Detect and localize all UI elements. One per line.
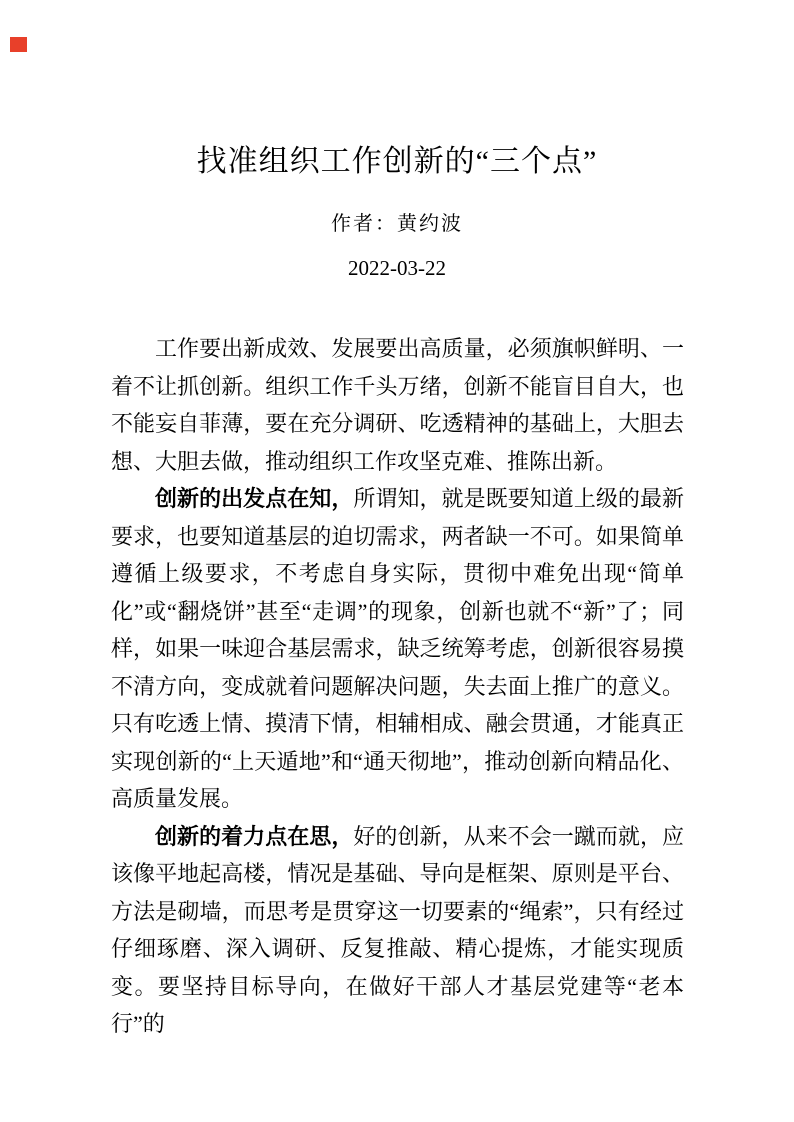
page-corner-marker	[10, 37, 27, 52]
paragraph-lead: 创新的出发点在知，	[155, 486, 354, 511]
paragraph: 创新的着力点在思，好的创新，从来不会一蹴而就，应该像平地起高楼，情况是基础、导向是框架、原则是平台、方法是砌墙，而思考是贯穿这一切要素的“绳索”，只有经过仔细琢磨、深入调研、反复推敲、精心提炼，才能实现质变。要坚持目标导向，在做好干部人才基层党建等“老本行”的	[111, 823, 684, 1036]
author-line: 作者：黄约波	[331, 213, 463, 235]
paragraph: 工作要出新成效、发展要出高质量，必须旗帜鲜明、一着不让抓创新。组织工作千头万绪，创新不能盲目自大，也不能妄自菲薄，要在充分调研、吃透精神的基础上，大胆去想、大胆去做，推动组织工作攻坚克难、推陈出新。	[111, 336, 684, 474]
document-title: 找准组织工作创新的“三个点”	[196, 145, 598, 178]
document-body	[111, 330, 684, 1043]
paragraph-lead: 创新的着力点在思，	[155, 823, 354, 849]
paragraph: 创新的出发点在知，所谓知，就是既要知道上级的最新要求，也要知道基层的迫切需求，两者缺一不可。如果简单遵循上级要求，不考虑自身实际，贯彻中难免出现“简单化”或“翻烧饼”甚至“走调”的现象，创新也就不“新”了；同样，如果一味迎合基层需求，缺乏统筹考虑，创新很容易摸不清方向，变成就着问题解决问题，失去面上推广的意义。只有吃透上情、摸清下情，相辅相成、融会贯通，才能真正实现创新的“上天遁地”和“通天彻地”，推动创新向精品化、高质量发展。	[111, 486, 684, 811]
date-line: 2022-03-22	[348, 256, 446, 280]
